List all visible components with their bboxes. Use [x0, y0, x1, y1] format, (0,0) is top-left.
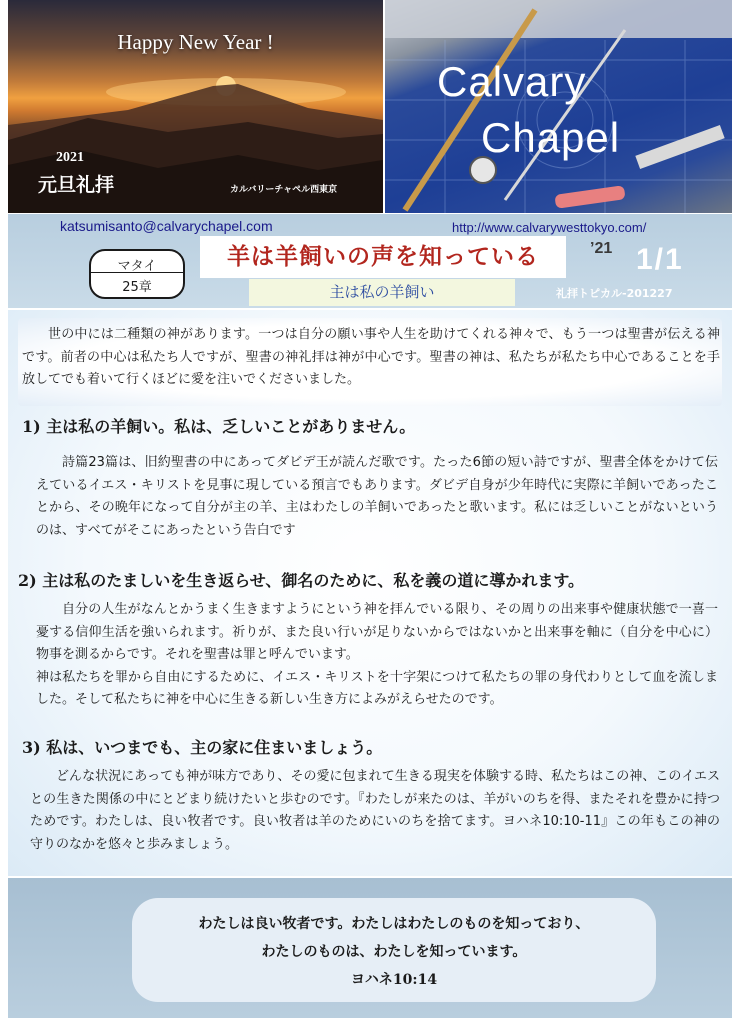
section-3-paragraph: どんな状況にあっても神が味方であり、その愛に包まれて生きる現実を体験する時、私たちはこの神、このイエスとの生きた関係の中にとどまり続けたいと歩むのです。『わたしが来たのは、羊がいのちを得、またそれを豊かに持つためです。わたしは、良い牧者です。良い牧者は羊のためにいのちを捨てます。ヨハネ10:10-11』この年もこの神の守りのなかを悠々と歩みましょう。: [30, 769, 720, 852]
church-name-jp: カルバリーチャペル西東京: [230, 185, 338, 195]
brand-name-line2: Chapel: [481, 114, 621, 161]
sermon-title: 羊は羊飼いの声を知っている: [227, 243, 539, 270]
memory-verse-reference: ヨハネ10:14: [350, 972, 438, 988]
memory-verse-line-2: わたしのものは、わたしを知っています。: [261, 944, 527, 960]
sermon-subtitle: 主は私の羊飼い: [329, 283, 435, 301]
date-day: 1/1: [636, 243, 684, 276]
calvary-chapel-blueprint-photo: [385, 0, 732, 213]
new-year-greeting: Happy New Year !: [117, 30, 274, 54]
section-2-paragraph: 自分の人生がなんとかうまく生きますようにという神を拝んでいる限り、その周りの出来事や健康状態で一喜一憂する信仰生活を強いられます。祈りが、また良い行いが足りないからではないかと出来事を軸に（自分を中心に）物事を測るからです。それを聖書は罪と呼んでいます。: [36, 602, 718, 662]
section-3-heading: 3) 私は、いつまでも、主の家に住まいましょう。: [22, 738, 383, 757]
topic-tag: 礼拝トピカル-201227: [556, 287, 673, 300]
scripture-reference-badge: [89, 249, 185, 299]
section-1-paragraph: 詩篇23篇は、旧約聖書の中にあってダビデ王が読んだ歌です。たった6節の短い詩ですが、聖書全体をかけて伝えているイエス・キリストを見事に現している預言でもあります。ダビデ自身が少年時代に実際に羊飼いであったことから、その晩年になって自分が主の羊、主はわたしの羊飼いであったと歌います。私には乏しいことがないというのは、すべてがそこにあったという告白です: [36, 455, 718, 538]
service-name: 元旦礼拝: [38, 174, 115, 196]
memory-verse-box: [132, 898, 656, 1002]
scripture-book: マタイ: [91, 251, 183, 273]
service-year: 2021: [56, 150, 84, 165]
section-2-heading: 2) 主は私のたましいを生き返らせ、御名のために、私を義の道に導かれます。: [18, 571, 585, 590]
scripture-chapter: 25章: [122, 280, 152, 295]
brand-name-line1: Calvary: [437, 58, 587, 105]
section-1-heading: 1) 主は私の羊飼い。私は、乏しいことがありません。: [22, 417, 416, 436]
memory-verse-line-1: わたしは良い牧者です。わたしはわたしのものを知っており、: [198, 916, 590, 932]
intro-paragraph: 世の中には二種類の神があります。一つは自分の願い事や人生を助けてくれる神々で、もう一つは聖書が伝える神です。前者の中心は私たち人ですが、聖書の神礼拝は神が中心です。聖書の神は、私たちが私たち中心であることを手放してでも着いて行くほどに愛を注いでくださいました。: [22, 327, 720, 387]
sermon-subtitle-box: [249, 279, 515, 306]
website-link[interactable]: http://www.calvarywesttokyo.com/: [452, 220, 647, 235]
date-year: ’21: [590, 240, 613, 257]
sermon-title-box: [200, 236, 566, 278]
contact-email-link[interactable]: katsumisanto@calvarychapel.com: [60, 218, 273, 234]
blueprint-tools-illustration: [385, 0, 732, 213]
new-year-sunrise-photo: [8, 0, 383, 213]
section-2-paragraph-2: 神は私たちを罪から自由にするために、イエス・キリストを十字架につけて私たちの罪の身代わりとして血を流しました。そして私たちに神を中心に生きる新しい生き方によみがえらせたのです。: [36, 669, 718, 707]
section-2-body: [36, 599, 718, 712]
